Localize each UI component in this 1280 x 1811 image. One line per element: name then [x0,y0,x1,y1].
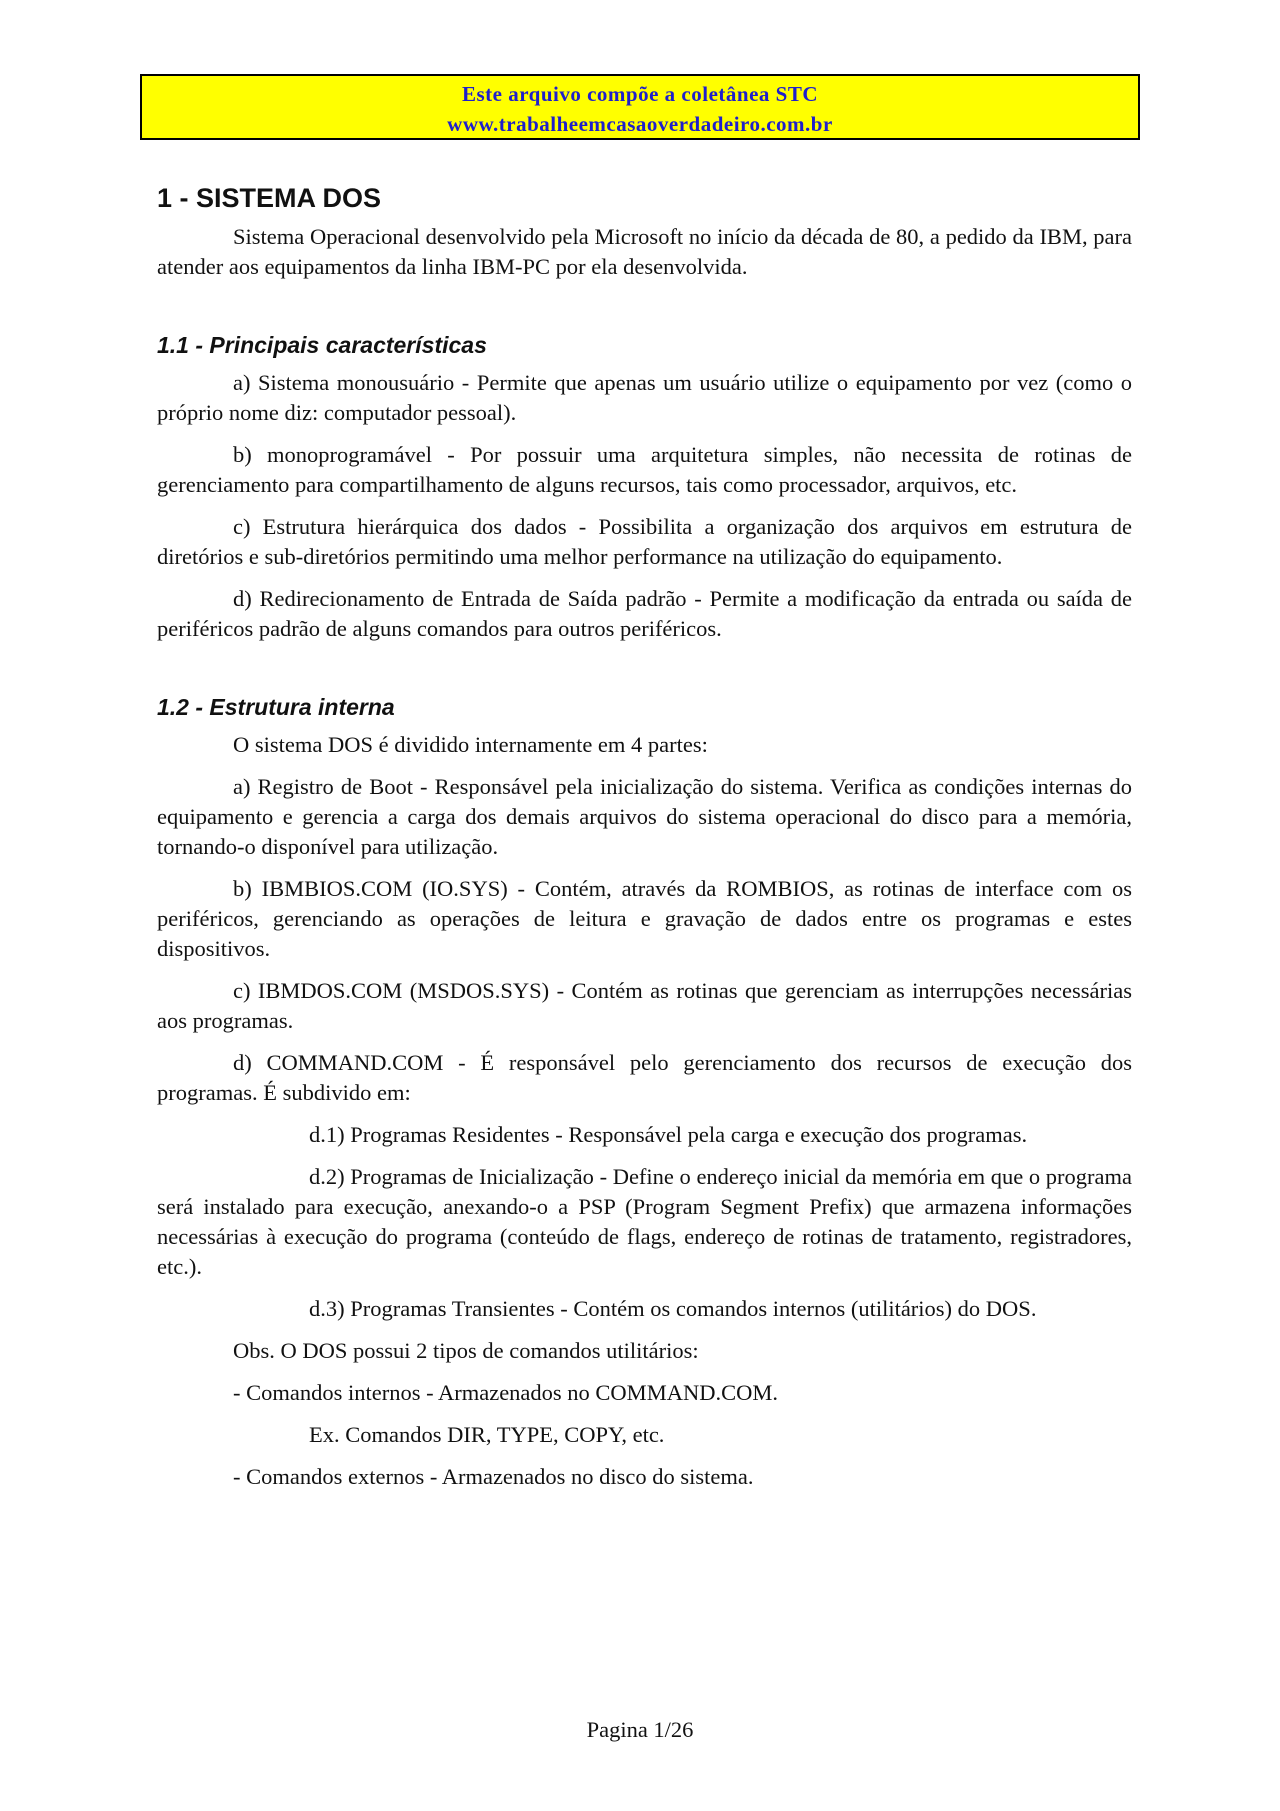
obs-note: Obs. O DOS possui 2 tipos de comandos utilitários: [233,1338,699,1363]
structure-item: b) IBMBIOS.COM (IO.SYS) - Contém, através da ROMBIOS, as rotinas de interface com os periféricos, gerenciando as operações de leitura e gravação de dados entre os programas e estes dispositivos. [157,876,1132,961]
structure-intro: O sistema DOS é dividido internamente em 4 partes: [233,732,708,757]
characteristic-item: a) Sistema monousuário - Permite que apenas um usuário utilize o equipamento por vez (como o próprio nome diz: computador pessoal). [157,370,1132,425]
header-banner [140,74,1140,140]
banner-title: Este arquivo compõe a coletânea STC [461,82,818,106]
banner-url: www.trabalheemcasaoverdadeiro.com.br [447,112,833,136]
internal-commands: - Comandos internos - Armazenados no COMMAND.COM. [233,1380,778,1405]
internal-commands-example: Ex. Comandos DIR, TYPE, COPY, etc. [309,1422,665,1447]
structure-item: d) COMMAND.COM - É responsável pelo gerenciamento dos recursos de execução dos programas. É subdivido em: [157,1050,1132,1105]
section-title: 1 - SISTEMA DOS [157,183,382,213]
structure-subitem: d.3) Programas Transientes - Contém os comandos internos (utilitários) do DOS. [309,1296,1037,1321]
structure-item: a) Registro de Boot - Responsável pela inicialização do sistema. Verifica as condições internas do equipamento e gerencia a carga dos demais arquivos do sistema operacional do disco para a memória, tornando-o disponível para utilização. [157,774,1132,859]
section-intro: Sistema Operacional desenvolvido pela Microsoft no início da década de 80, a pedido da IBM, para atender aos equipamentos da linha IBM-PC por ela desenvolvida. [157,224,1132,279]
characteristic-item: b) monoprogramável - Por possuir uma arquitetura simples, não necessita de rotinas de gerenciamento para compartilhamento de alguns recursos, tais como processador, arquivos, etc. [157,442,1132,497]
structure-subitem: d.1) Programas Residentes - Responsável pela carga e execução dos programas. [309,1122,1028,1147]
characteristic-item: d) Redirecionamento de Entrada de Saída padrão - Permite a modificação da entrada ou saída de periféricos padrão de alguns comandos para outros periféricos. [157,586,1132,641]
document-body [157,180,1132,1504]
subsection-title-structure: 1.2 - Estrutura interna [157,694,395,720]
page-number: Pagina 1/26 [586,1717,694,1742]
subsection-title-characteristics: 1.1 - Principais características [157,332,487,358]
structure-subitem: d.2) Programas de Inicialização - Define o endereço inicial da memória em que o programa será instalado para execução, anexando-o a PSP (Program Segment Prefix) que armazena informações necessárias à execução do programa (conteúdo de flags, endereço de rotinas de tratamento, registradores, etc.). [157,1164,1132,1279]
characteristic-item: c) Estrutura hierárquica dos dados - Possibilita a organização dos arquivos em estrutura de diretórios e sub-diretórios permitindo uma melhor performance na utilização do equipamento. [157,514,1132,569]
structure-item: c) IBMDOS.COM (MSDOS.SYS) - Contém as rotinas que gerenciam as interrupções necessárias aos programas. [157,978,1132,1033]
external-commands: - Comandos externos - Armazenados no disco do sistema. [233,1464,754,1489]
